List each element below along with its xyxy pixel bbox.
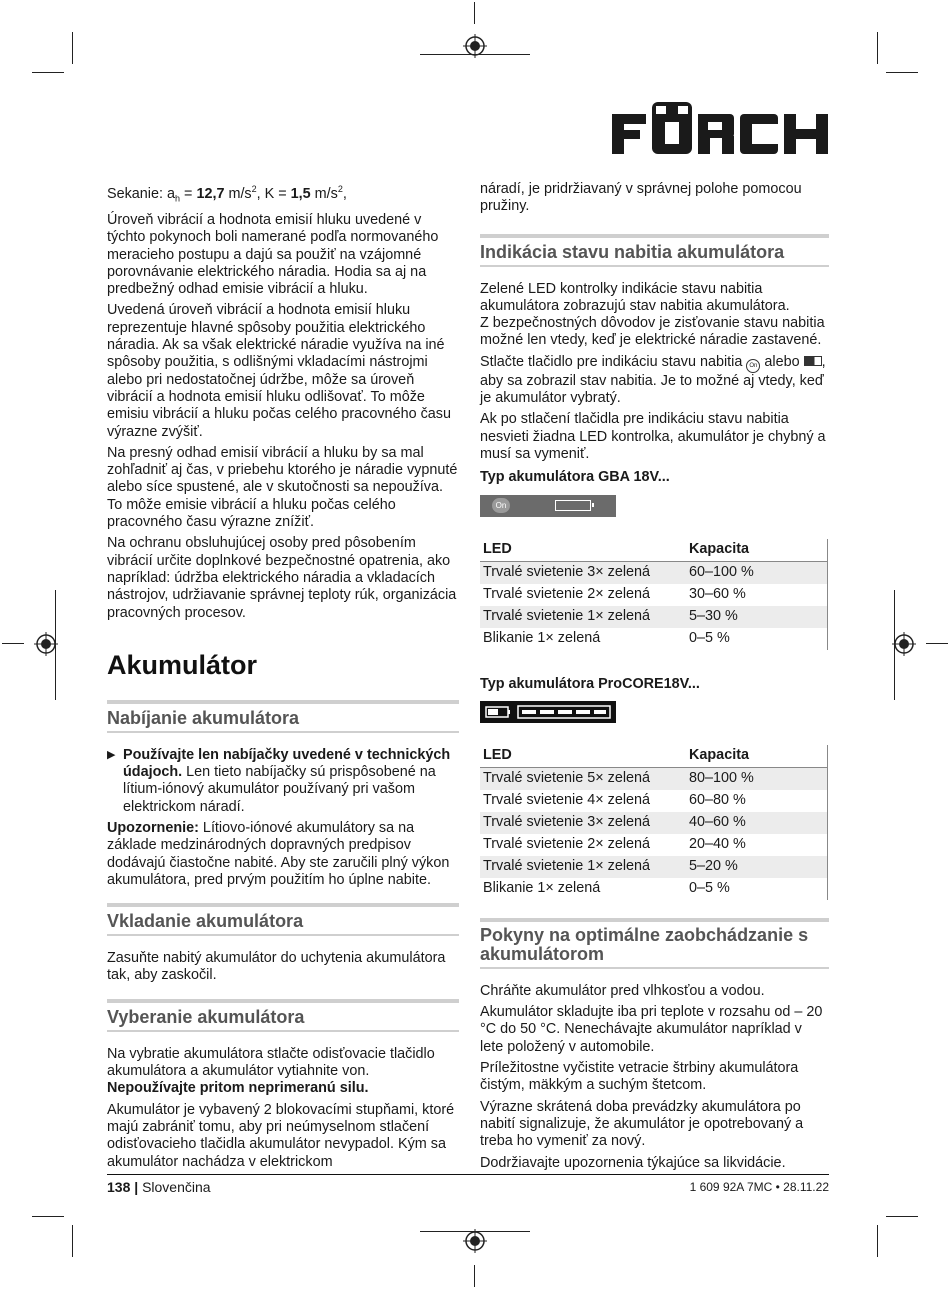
right-column <box>480 181 829 1176</box>
table-row: Trvalé svietenie 2× zelená 30–60 % <box>480 584 828 606</box>
registration-mark-icon <box>463 1229 487 1253</box>
footer-left <box>107 1179 211 1195</box>
paragraph: Chráňte akumulátor pred vlhkosťou a vodou. <box>480 982 765 999</box>
crop-mark <box>877 1225 878 1257</box>
paragraph: Na presný odhad emisií vibrácií a hluku by sa mal zohľadniť aj čas, v priebehu ktorého je náradie vypnuté alebo síce spustené, ale v skutočnosti sa nepoužíva. To môže emisie vibrácií a hluku počas celého pracovného času výrazne znížiť. <box>107 444 458 531</box>
paragraph: Úroveň vibrácií a hodnota emisií hluku uvedené v týchto pokynoch boli namerané podľa normovaného meracieho postupu a dajú sa použiť na vzájomné porovnávanie elektrického náradia. Hodia sa aj na predbežný odhad emisie vibrácií a hluku. <box>107 211 439 298</box>
led-table-procore <box>480 745 828 900</box>
paragraph: Akumulátor je vybavený 2 blokovacími stupňami, ktoré majú zabrániť tomu, aby pri neúmyselnom stlačení odisťovacieho tlačidla akumulátor nevypadol. Kým sa akumulátor nachádza v elektrickom <box>107 1101 455 1170</box>
table-row: Trvalé svietenie 1× zelená 5–20 % <box>480 856 828 878</box>
table-header-row: LED Kapacita <box>480 745 828 768</box>
crop-mark <box>474 1265 475 1287</box>
footer-separator: | <box>134 1179 139 1195</box>
table-row: Blikanie 1× zelená 0–5 % <box>480 628 828 650</box>
left-column <box>107 181 459 1175</box>
battery-type-gba: Typ akumulátora GBA 18V... <box>480 469 670 486</box>
crop-mark <box>886 72 918 73</box>
led-table-gba <box>480 539 828 650</box>
heading-indication: Indikácia stavu nabitia akumulátora <box>480 234 829 267</box>
heading-insert: Vkladanie akumulátora <box>107 903 459 936</box>
note-paragraph: Upozornenie: Lítiovo-iónové akumulátory sa na základe medzinárodných dopravných predpisov dodávajú čiastočne nabité. Aby ste zaručili plný výkon akumulátora, pred prvým použitím ho úplne nabite. <box>107 819 450 888</box>
table-header-row: LED Kapacita <box>480 539 828 562</box>
list-item: ▶ Používajte len nabíjačky uvedené v technických údajoch. Len tieto nabíjačky sú prispôsobené na lítium-iónový akumulátor používaný pri vašom elektrickom náradí. <box>107 746 451 815</box>
crop-mark <box>72 1225 73 1257</box>
paragraph: Z bezpečnostných dôvodov je zisťovanie stavu nabitia možné len vtedy, keď je elektrické náradie zastavené. <box>480 315 825 349</box>
section-title-battery: Akumulátor <box>107 649 258 680</box>
footer-code: 1 609 92A 7MC • 28.11.22 <box>689 1180 829 1194</box>
gba-indicator-image <box>480 495 616 517</box>
table-row: Trvalé svietenie 3× zelená 60–100 % <box>480 561 828 584</box>
page-number: 138 <box>107 1179 131 1195</box>
on-button-icon: On <box>492 498 510 513</box>
crop-mark <box>32 1216 64 1217</box>
vibration-chiselling-values: Sekanie: $a_h = 12,7$ $m/s^2$, K = 1,5 $m/s^2$, <box>107 184 347 204</box>
crop-mark <box>886 1216 918 1217</box>
heading-charging: Nabíjanie akumulátora <box>107 700 459 733</box>
crop-mark <box>2 643 24 644</box>
paragraph: Ak po stlačení tlačidla pre indikáciu stavu nabitia nesvieti žiadna LED kontrolka, akumulátor je chybný a musí sa vymeniť. <box>480 411 826 462</box>
crop-mark <box>926 643 948 644</box>
crop-mark <box>474 2 475 24</box>
paragraph: Zelené LED kontrolky indikácie stavu nabitia akumulátora zobrazujú stav nabitia akumulátora. <box>480 280 790 314</box>
registration-mark-icon <box>34 632 58 656</box>
table-row: Trvalé svietenie 5× zelená 80–100 % <box>480 767 828 790</box>
registration-mark-icon <box>892 632 916 656</box>
paragraph: Uvedená úroveň vibrácií a hodnota emisií hluku reprezentuje hlavné spôsoby použitia elektrického náradia. Ak sa však elektrické náradie využíva na iné spôsoby použitia, s odlišnými vkladacími nástrojmi alebo pri nedostatočnej údržbe, môže sa úroveň vibrácií a hodnota emisií hluku odlišovať. To môže emisiu vibrácií a hluku počas celého pracovného času výrazne zvýšiť. <box>107 302 451 440</box>
paragraph: Zasuňte nabitý akumulátor do uchytenia akumulátora tak, aby zaskočil. <box>107 950 446 984</box>
table-row: Blikanie 1× zelená 0–5 % <box>480 878 828 900</box>
table-row: Trvalé svietenie 4× zelená 60–80 % <box>480 790 828 812</box>
bullet-triangle-icon: ▶ <box>107 748 116 761</box>
paragraph: Akumulátor skladujte iba pri teplote v rozsahu od – 20 °C do 50 °C. Nenechávajte akumulátor napríklad v lete položený v automobile. <box>480 1004 823 1055</box>
footer-rule <box>107 1174 829 1175</box>
paragraph: náradí, je pridržiavaný v správnej polohe pomocou pružiny. <box>480 181 802 215</box>
on-button-icon: On <box>746 359 760 373</box>
paragraph: Príležitostne vyčistite vetracie štrbiny akumulátora čistým, mäkkým a suchým štetcom. <box>480 1060 799 1094</box>
crop-mark <box>877 32 878 64</box>
battery-button-icon <box>804 356 822 366</box>
crop-mark <box>72 32 73 64</box>
paragraph: Na ochranu obsluhujúcej osoby pred pôsobením vibrácií určite doplnkové bezpečnostné opatrenia, ako napríklad: údržba elektrického náradia a vkladacích nástrojov, udržiavanie správnej teploty rúk, organizácia pracovných procesov. <box>107 535 457 621</box>
paragraph: Výrazne skrátená doba prevádzky akumulátora po nabití signalizuje, že akumulátor je opotrebovaný a treba ho vymeniť za nový. <box>480 1098 804 1150</box>
heading-remove: Vyberanie akumulátora <box>107 999 459 1032</box>
paragraph: Dodržiavajte upozornenia týkajúce sa likvidácie. <box>480 1154 786 1171</box>
registration-mark-icon <box>463 34 487 58</box>
crop-mark <box>32 72 64 73</box>
battery-icon <box>555 500 591 511</box>
footer-language: Slovenčina <box>142 1179 211 1195</box>
table-row: Trvalé svietenie 1× zelená 5–30 % <box>480 606 828 628</box>
paragraph: Na vybratie akumulátora stlačte odisťovacie tlačidlo akumulátora a akumulátor vytiahnite von. Nepoužívajte pritom neprimeranú silu. <box>107 1045 435 1097</box>
table-row: Trvalé svietenie 2× zelená 20–40 % <box>480 834 828 856</box>
battery-type-procore: Typ akumulátora ProCORE18V... <box>480 675 700 692</box>
procore-indicator-image <box>480 701 616 723</box>
forch-logo <box>612 100 828 156</box>
table-row: Trvalé svietenie 3× zelená 40–60 % <box>480 812 828 834</box>
paragraph: Stlačte tlačidlo pre indikáciu stavu nabitia On alebo , aby sa zobrazil stav nabitia. Je to možné aj vtedy, keď je akumulátor vybratý. <box>480 353 826 407</box>
heading-care: Pokyny na optimálne zaobchádzanie s akumulátorom <box>480 918 829 969</box>
